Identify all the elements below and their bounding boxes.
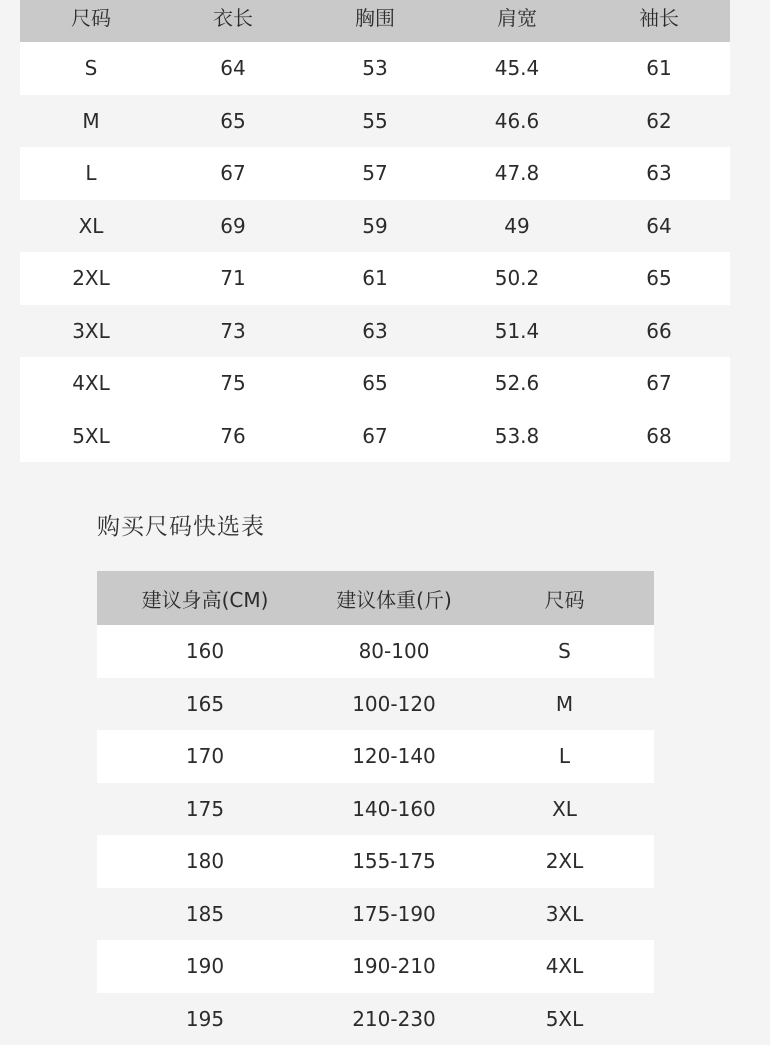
header-shoulder: 肩宽 [446,2,588,31]
table-row [97,835,654,888]
weight-cell: 140-160 [313,797,475,821]
table-row [20,200,730,253]
quick-select-header-row [97,571,654,625]
length-cell: 69 [162,214,304,238]
chest-cell: 65 [304,371,446,395]
length-cell: 67 [162,161,304,185]
chest-cell: 59 [304,214,446,238]
size-chart-header-row [20,0,730,42]
chest-cell: 55 [304,109,446,133]
size-cell: L [20,161,162,185]
table-row [20,42,730,95]
shoulder-cell: 47.8 [446,161,588,185]
size-cell: S [475,639,654,663]
height-cell: 180 [97,849,313,873]
header-sleeve: 袖长 [588,2,730,31]
table-row [97,783,654,836]
length-cell: 71 [162,266,304,290]
header-length: 衣长 [162,2,304,31]
header-chest: 胸围 [304,2,446,31]
shoulder-cell: 52.6 [446,371,588,395]
weight-cell: 120-140 [313,744,475,768]
quick-select-title: 购买尺码快选表 [97,508,265,541]
sleeve-cell: 61 [588,56,730,80]
weight-cell: 80-100 [313,639,475,663]
shoulder-cell: 45.4 [446,56,588,80]
sleeve-cell: 67 [588,371,730,395]
shoulder-cell: 50.2 [446,266,588,290]
table-row [20,95,730,148]
sleeve-cell: 64 [588,214,730,238]
height-cell: 195 [97,1007,313,1031]
chest-cell: 63 [304,319,446,343]
weight-cell: 100-120 [313,692,475,716]
size-cell: XL [20,214,162,238]
weight-cell: 210-230 [313,1007,475,1031]
height-cell: 170 [97,744,313,768]
height-cell: 165 [97,692,313,716]
shoulder-cell: 51.4 [446,319,588,343]
length-cell: 75 [162,371,304,395]
size-cell: 2XL [20,266,162,290]
table-row [20,357,730,410]
table-row [97,678,654,731]
size-cell: 3XL [475,902,654,926]
shoulder-cell: 49 [446,214,588,238]
table-row [20,410,730,463]
table-row [97,730,654,783]
size-cell: 3XL [20,319,162,343]
chest-cell: 67 [304,424,446,448]
length-cell: 65 [162,109,304,133]
length-cell: 73 [162,319,304,343]
table-row [97,625,654,678]
size-cell: M [20,109,162,133]
table-row [97,993,654,1045]
sleeve-cell: 62 [588,109,730,133]
size-cell: S [20,56,162,80]
sleeve-cell: 65 [588,266,730,290]
height-cell: 190 [97,954,313,978]
chest-cell: 61 [304,266,446,290]
size-cell: 5XL [475,1007,654,1031]
size-cell: 4XL [20,371,162,395]
header-height: 建议身高(CM) [97,584,313,613]
length-cell: 76 [162,424,304,448]
size-cell: L [475,744,654,768]
header-size: 尺码 [475,584,654,613]
height-cell: 185 [97,902,313,926]
shoulder-cell: 46.6 [446,109,588,133]
weight-cell: 175-190 [313,902,475,926]
quick-select-table [97,571,654,1045]
table-row [20,305,730,358]
chest-cell: 57 [304,161,446,185]
shoulder-cell: 53.8 [446,424,588,448]
size-cell: 2XL [475,849,654,873]
height-cell: 160 [97,639,313,663]
height-cell: 175 [97,797,313,821]
sleeve-cell: 66 [588,319,730,343]
sleeve-cell: 68 [588,424,730,448]
size-cell: M [475,692,654,716]
table-row [97,940,654,993]
table-row [97,888,654,941]
weight-cell: 155-175 [313,849,475,873]
sleeve-cell: 63 [588,161,730,185]
size-chart-table [20,0,730,462]
chest-cell: 53 [304,56,446,80]
size-cell: 5XL [20,424,162,448]
table-row [20,252,730,305]
header-weight: 建议体重(斤) [313,584,475,613]
header-size: 尺码 [20,2,162,31]
size-cell: 4XL [475,954,654,978]
length-cell: 64 [162,56,304,80]
weight-cell: 190-210 [313,954,475,978]
size-cell: XL [475,797,654,821]
table-row [20,147,730,200]
